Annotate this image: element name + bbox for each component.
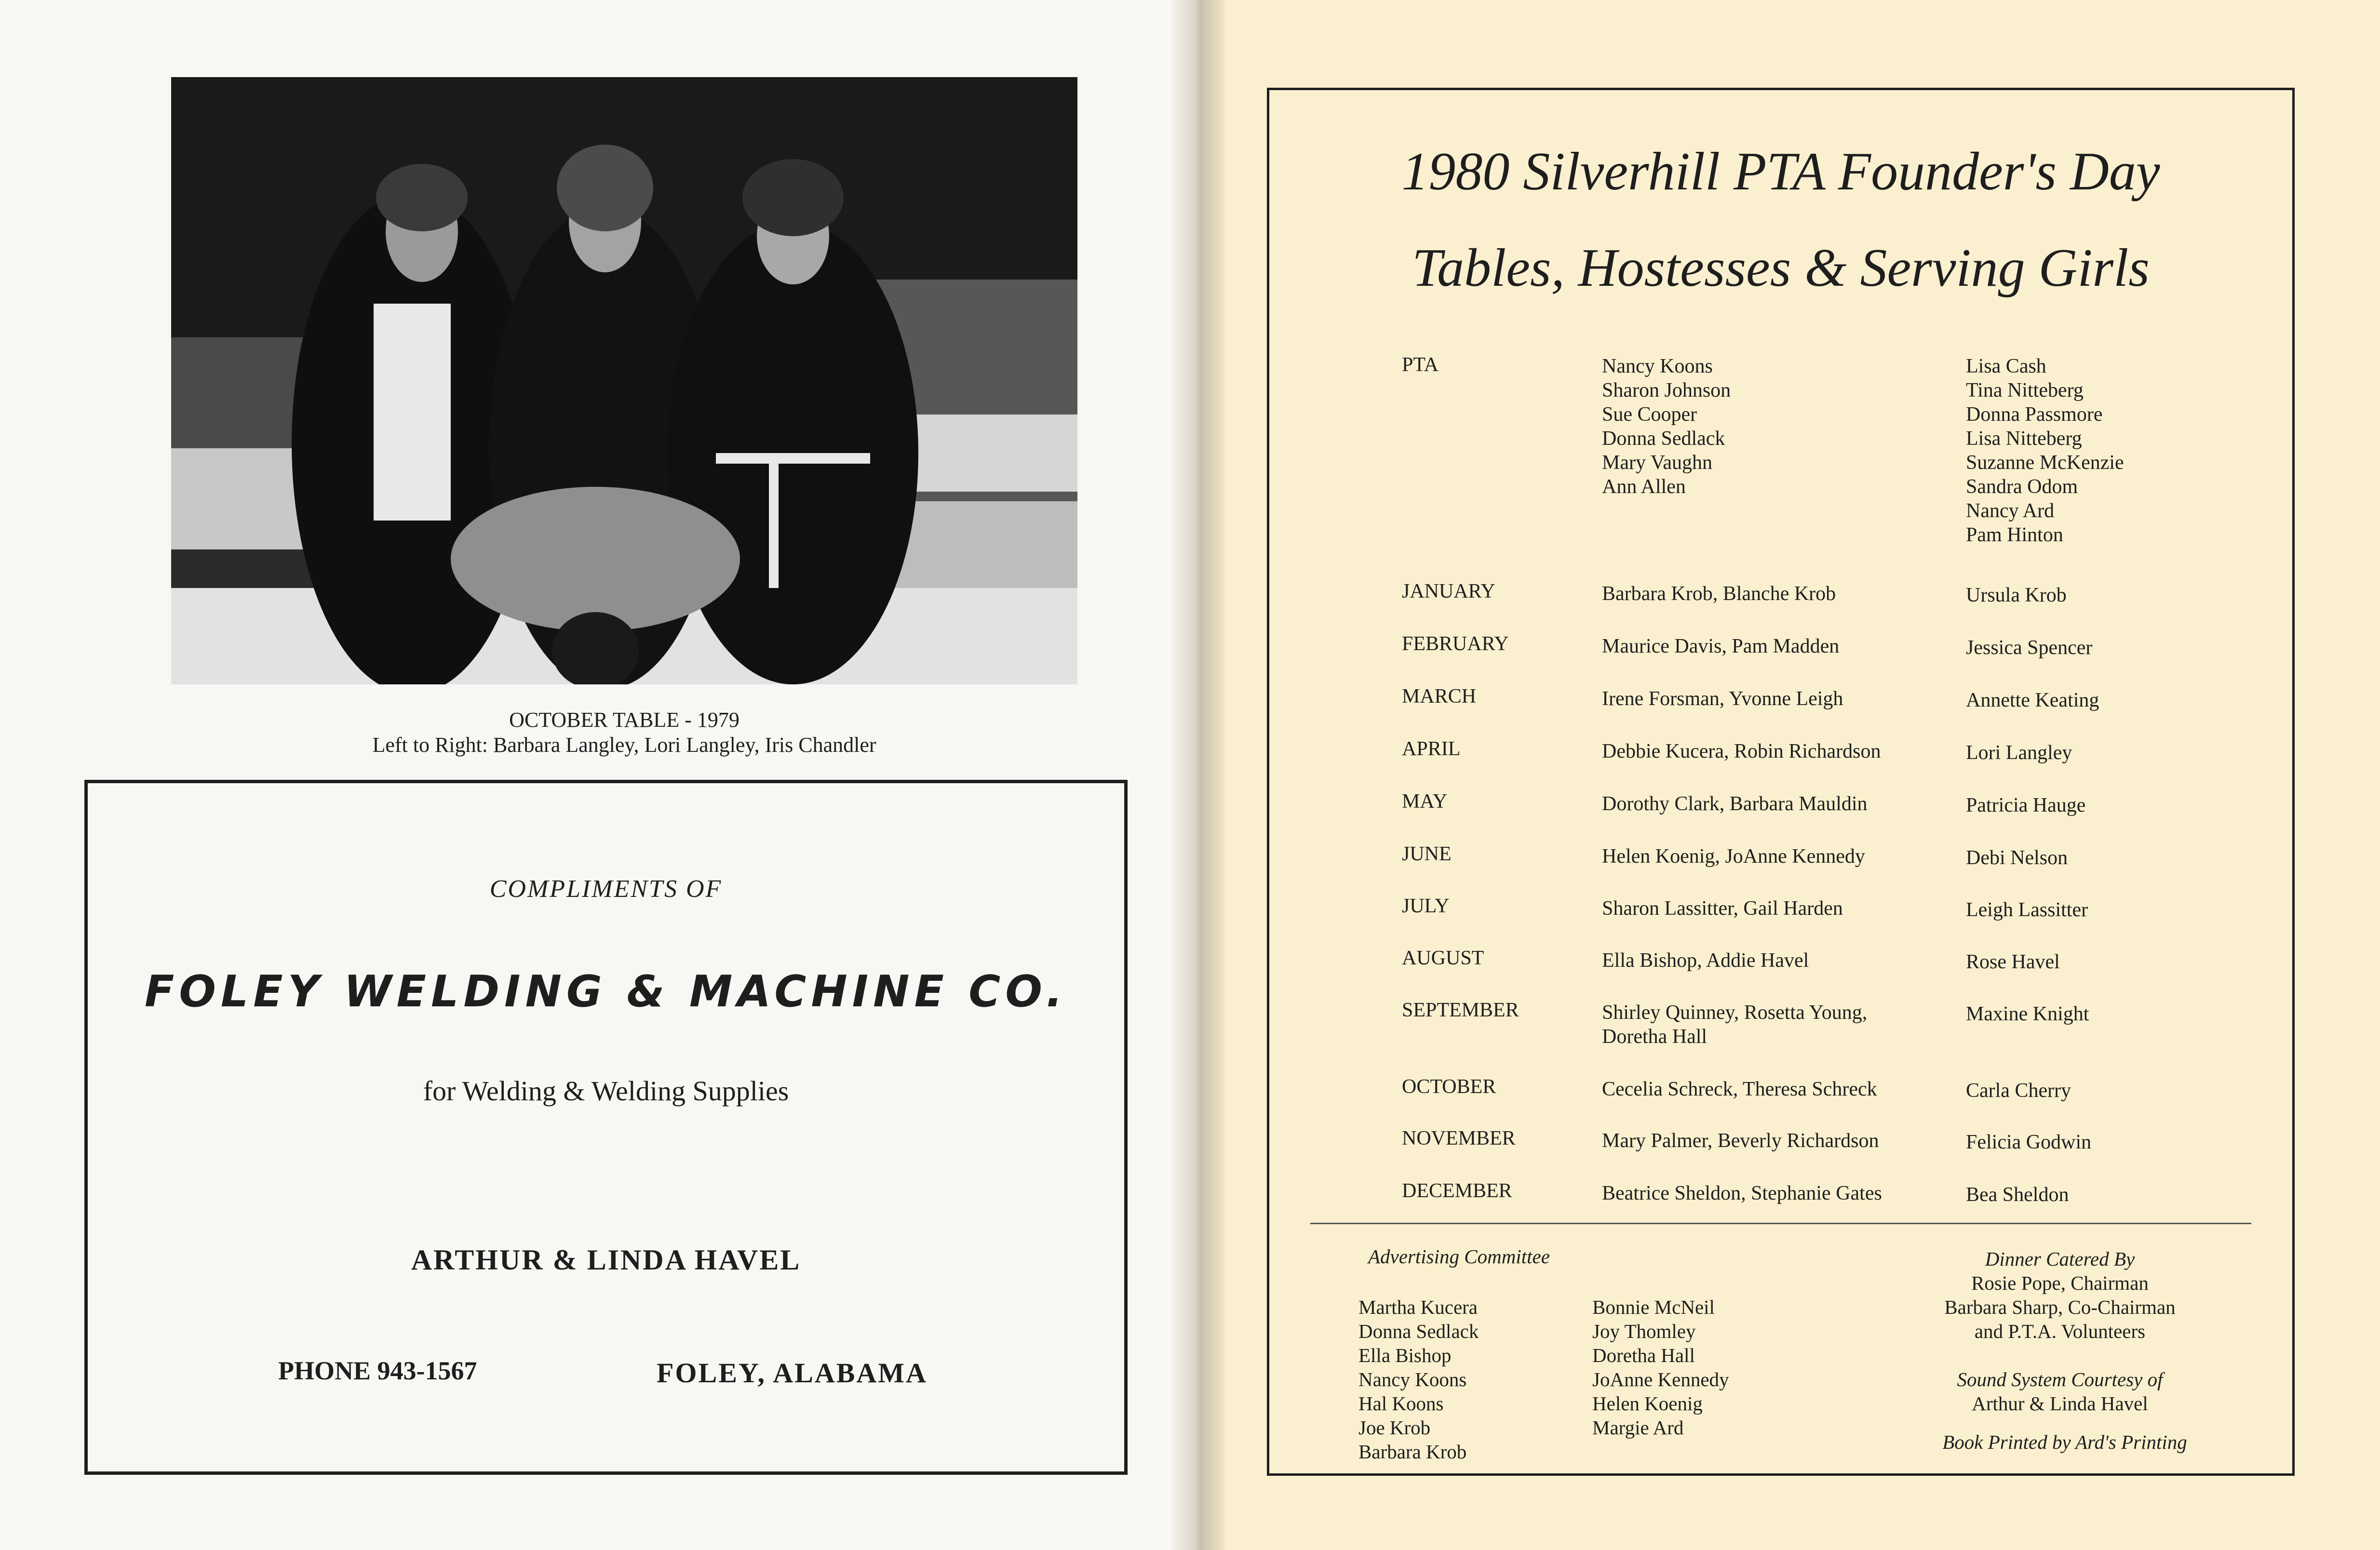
list-item: Rosie Pope, Chairman [1971, 1272, 2149, 1294]
list-item: Sandra Odom [1966, 476, 2078, 498]
serving-girl: Felicia Godwin [1966, 1131, 2092, 1153]
pta-label: PTA [1402, 354, 1439, 376]
hostess-names: Ella Bishop, Addie Havel [1602, 949, 1809, 972]
month-label: AUGUST [1402, 947, 1484, 969]
ad-service: for Welding & Welding Supplies [423, 1075, 789, 1107]
hostess-names: Dorothy Clark, Barbara Mauldin [1602, 793, 1868, 815]
month-label: JANUARY [1402, 580, 1495, 602]
hostess-names-line: Shirley Quinney, Rosetta Young, [1602, 1002, 1868, 1024]
list-item: Ann Allen [1602, 476, 1686, 498]
october-table-photo [171, 77, 1077, 684]
list-item: Mary Vaughn [1602, 452, 1713, 474]
sound-name: Arthur & Linda Havel [1972, 1392, 2148, 1415]
list-item: Suzanne McKenzie [1966, 452, 2124, 474]
photo-caption-names: Left to Right: Barbara Langley, Lori Langley, Iris Chandler [372, 733, 876, 757]
pta-hostess-list [1602, 354, 1731, 499]
list-item: Donna Sedlack [1602, 428, 1725, 450]
foley-welding-ad [84, 780, 1128, 1475]
dinner-caterer [1910, 1247, 2209, 1343]
hostess-names: Beatrice Sheldon, Stephanie Gates [1602, 1182, 1882, 1204]
serving-girl: Leigh Lassitter [1966, 899, 2088, 921]
hostess-names: Cecelia Schreck, Theresa Schreck [1602, 1078, 1877, 1100]
month-label: JULY [1402, 895, 1450, 917]
ad-owners: ARTHUR & LINDA HAVEL [411, 1244, 801, 1276]
month-label: NOVEMBER [1402, 1127, 1516, 1149]
hostess-names [1602, 1001, 1867, 1049]
printer-credit: Book Printed by Ard's Printing [1942, 1431, 2187, 1453]
list-item: Nancy Ard [1966, 500, 2055, 522]
photo-caption-title: OCTOBER TABLE - 1979 [509, 708, 740, 732]
list-item: Ella Bishop [1358, 1344, 1452, 1366]
hostess-names: Sharon Lassitter, Gail Harden [1602, 897, 1843, 920]
list-item: Martha Kucera [1358, 1296, 1478, 1318]
serving-girl: Bea Sheldon [1966, 1184, 2069, 1206]
page-subtitle: Tables, Hostesses & Serving Girls [1412, 238, 2150, 298]
list-item: Helen Koenig [1592, 1392, 1703, 1415]
month-label: JUNE [1402, 843, 1452, 865]
serving-girl: Lori Langley [1966, 742, 2072, 764]
list-item: Barbara Sharp, Co-Chairman [1944, 1296, 2176, 1318]
list-item: Joy Thomley [1592, 1320, 1696, 1342]
advertising-committee-list [1592, 1295, 1729, 1440]
page-title: 1980 Silverhill PTA Founder's Day [1401, 142, 2160, 201]
serving-girl: Patricia Hauge [1966, 794, 2086, 816]
serving-girl: Carla Cherry [1966, 1080, 2071, 1102]
list-item: Nancy Koons [1358, 1368, 1467, 1390]
list-item: Margie Ard [1592, 1416, 1684, 1439]
month-label: APRIL [1402, 738, 1461, 760]
hostess-names: Mary Palmer, Beverly Richardson [1602, 1130, 1879, 1152]
month-label: SEPTEMBER [1402, 999, 1519, 1021]
list-item: Barbara Krob [1358, 1441, 1467, 1463]
ad-city: FOLEY, ALABAMA [657, 1357, 928, 1389]
serving-girl: Debi Nelson [1966, 847, 2068, 869]
month-label: OCTOBER [1402, 1076, 1496, 1098]
ad-company-name: FOLEY WELDING & MACHINE CO. [144, 966, 1068, 1017]
hostess-names: Helen Koenig, JoAnne Kennedy [1602, 845, 1865, 868]
list-item: Pam Hinton [1966, 524, 2063, 546]
serving-girl: Maxine Knight [1966, 1003, 2089, 1025]
hostess-names: Barbara Krob, Blanche Krob [1602, 583, 1836, 605]
list-item: Sue Cooper [1602, 403, 1697, 426]
list-item: Tina Nitteberg [1966, 379, 2084, 401]
month-label: MARCH [1402, 685, 1477, 708]
list-item: Lisa Cash [1966, 355, 2046, 377]
serving-girl: Rose Havel [1966, 951, 2060, 973]
sound-system-credit [1910, 1367, 2209, 1416]
serving-girl: Jessica Spencer [1966, 637, 2093, 659]
book-gutter [1171, 0, 1224, 1550]
ad-compliments: COMPLIMENTS OF [489, 875, 723, 903]
hostess-names: Debbie Kucera, Robin Richardson [1602, 740, 1881, 762]
hostess-names-line: Doretha Hall [1602, 1026, 1708, 1048]
sound-title: Sound System Courtesy of [1957, 1368, 2163, 1390]
list-item: Donna Passmore [1966, 403, 2103, 426]
list-item: Sharon Johnson [1602, 379, 1731, 401]
section-divider [1310, 1223, 2251, 1224]
hostess-names: Irene Forsman, Yvonne Leigh [1602, 688, 1843, 710]
list-item: Hal Koons [1358, 1392, 1444, 1415]
month-label: DECEMBER [1402, 1180, 1512, 1202]
hostess-names: Maurice Davis, Pam Madden [1602, 635, 1840, 657]
pta-server-list [1966, 354, 2124, 547]
serving-girl: Annette Keating [1966, 689, 2099, 711]
list-item: Joe Krob [1358, 1416, 1431, 1439]
advertising-committee-title: Advertising Committee [1368, 1245, 1550, 1268]
serving-girl: Ursula Krob [1966, 584, 2067, 606]
month-label: MAY [1402, 790, 1448, 813]
list-item: Donna Sedlack [1358, 1320, 1479, 1342]
ad-phone: PHONE 943-1567 [278, 1356, 477, 1385]
list-item: Doretha Hall [1592, 1344, 1695, 1366]
list-item: Bonnie McNeil [1592, 1296, 1715, 1318]
list-item: JoAnne Kennedy [1592, 1368, 1729, 1390]
advertising-committee-list [1358, 1295, 1479, 1464]
founders-day-frame [1267, 88, 2295, 1476]
list-item: Lisa Nitteberg [1966, 428, 2082, 450]
list-item: and P.T.A. Volunteers [1974, 1320, 2146, 1342]
list-item: Nancy Koons [1602, 355, 1713, 377]
month-label: FEBRUARY [1402, 633, 1509, 655]
dinner-title: Dinner Catered By [1985, 1248, 2135, 1270]
